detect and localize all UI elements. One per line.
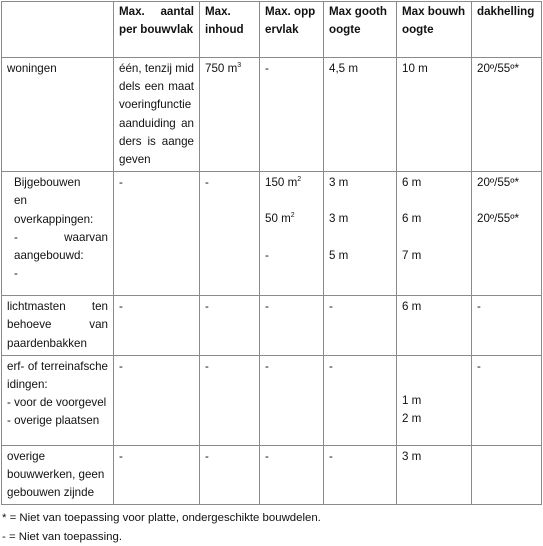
table-row: [2, 445, 542, 505]
header-max-bouwhoogte: Max bouwhoogte: [397, 2, 472, 58]
dakhelling-value: 20º/55º*: [477, 174, 536, 192]
cell-aantal: -: [114, 445, 200, 505]
cell-bouwhoogte: [397, 355, 472, 445]
header-max-goothoogte: Max goothoogte: [324, 2, 397, 58]
cell-bouwhoogte: 6 m: [397, 296, 472, 356]
cell-inhoud: -: [200, 355, 260, 445]
header-row: [2, 2, 542, 58]
bouwhoogte-value: 6 m: [402, 210, 466, 228]
cell-oppervlak: -: [260, 445, 324, 505]
cell-aantal: één, tenzij middels een maatvoeringfunctieaanduiding anders is aangegeven: [114, 58, 200, 172]
header-empty-cell: [2, 2, 114, 58]
cell-dakhelling: -: [472, 355, 542, 445]
row-label: lichtmasten ten behoeve van paardenbakken: [2, 296, 114, 356]
table-row: [2, 296, 542, 356]
label-line: - overige plaatsen: [7, 412, 108, 430]
label-line: overkappingen:: [14, 211, 108, 229]
cell-inhoud: -: [200, 296, 260, 356]
goothoogte-value: 3 m: [329, 174, 391, 192]
row-label: overige bouwwerken, geen gebouwen zijnde: [2, 445, 114, 505]
cell-aantal: -: [114, 296, 200, 356]
oppervlak-value: 150 $m^2$: [265, 174, 318, 192]
cell-inhoud: -: [200, 445, 260, 505]
label-line: -: [14, 265, 108, 283]
row-label: woningen: [2, 58, 114, 172]
cell-oppervlak: -: [260, 355, 324, 445]
cell-oppervlak: -: [260, 58, 324, 172]
cell-goothoogte: -: [324, 445, 397, 505]
inhoud-unit-superscript: 3: [237, 62, 241, 69]
label-line: en: [14, 192, 108, 210]
bouwhoogte-value: 6 m: [402, 174, 466, 192]
goothoogte-value: 3 m: [329, 210, 391, 228]
cell-aantal: -: [114, 355, 200, 445]
cell-bouwhoogte: 10 m: [397, 58, 472, 172]
label-line: Bijgebouwen: [14, 174, 108, 192]
cell-bouwhoogte: [397, 172, 472, 296]
bouwhoogte-value: 1 m: [402, 392, 466, 410]
header-max-inhoud: Max. inhoud: [200, 2, 260, 58]
cell-dakhelling: [472, 172, 542, 296]
footnote-asterisk: * = Niet van toepassing voor platte, ondergeschikte bouwdelen.: [2, 509, 321, 528]
cell-dakhelling: [472, 445, 542, 505]
cell-dakhelling: -: [472, 296, 542, 356]
cell-goothoogte: -: [324, 355, 397, 445]
row-label: [2, 355, 114, 445]
inhoud-value: 750 m: [205, 62, 237, 75]
regulations-table: [1, 1, 542, 505]
goothoogte-value: 5 m: [329, 247, 391, 265]
cell-inhoud: -: [200, 172, 260, 296]
header-max-oppervlak: Max. oppervlak: [260, 2, 324, 58]
table-row: [2, 58, 542, 172]
cell-goothoogte: 4,5 m: [324, 58, 397, 172]
cell-oppervlak: [260, 172, 324, 296]
cell-inhoud: [200, 58, 260, 172]
table-row: [2, 355, 542, 445]
header-max-aantal: Max. aantal per bouwvlak: [114, 2, 200, 58]
bouwhoogte-value: 2 m: [402, 410, 466, 428]
oppervlak-value: 50 $m^2$: [265, 210, 318, 228]
cell-aantal: -: [114, 172, 200, 296]
table-row: [2, 172, 542, 296]
cell-bouwhoogte: 3 m: [397, 445, 472, 505]
label-line: - voor de voorgevel: [7, 394, 108, 412]
label-line: - waarvan aangebouwd:: [14, 229, 108, 265]
row-label: [2, 172, 114, 296]
footnote-dash: - = Niet van toepassing.: [2, 528, 321, 546]
cell-goothoogte: [324, 172, 397, 296]
footnotes: [2, 509, 321, 546]
cell-goothoogte: -: [324, 296, 397, 356]
cell-dakhelling: 20º/55º*: [472, 58, 542, 172]
header-dakhelling: dakhelling: [472, 2, 542, 58]
label-line: erf- of terreinafscheidingen:: [7, 358, 108, 394]
cell-oppervlak: -: [260, 296, 324, 356]
dakhelling-value: 20º/55º*: [477, 210, 536, 228]
bouwhoogte-value: 7 m: [402, 247, 466, 265]
oppervlak-value: -: [265, 247, 318, 265]
